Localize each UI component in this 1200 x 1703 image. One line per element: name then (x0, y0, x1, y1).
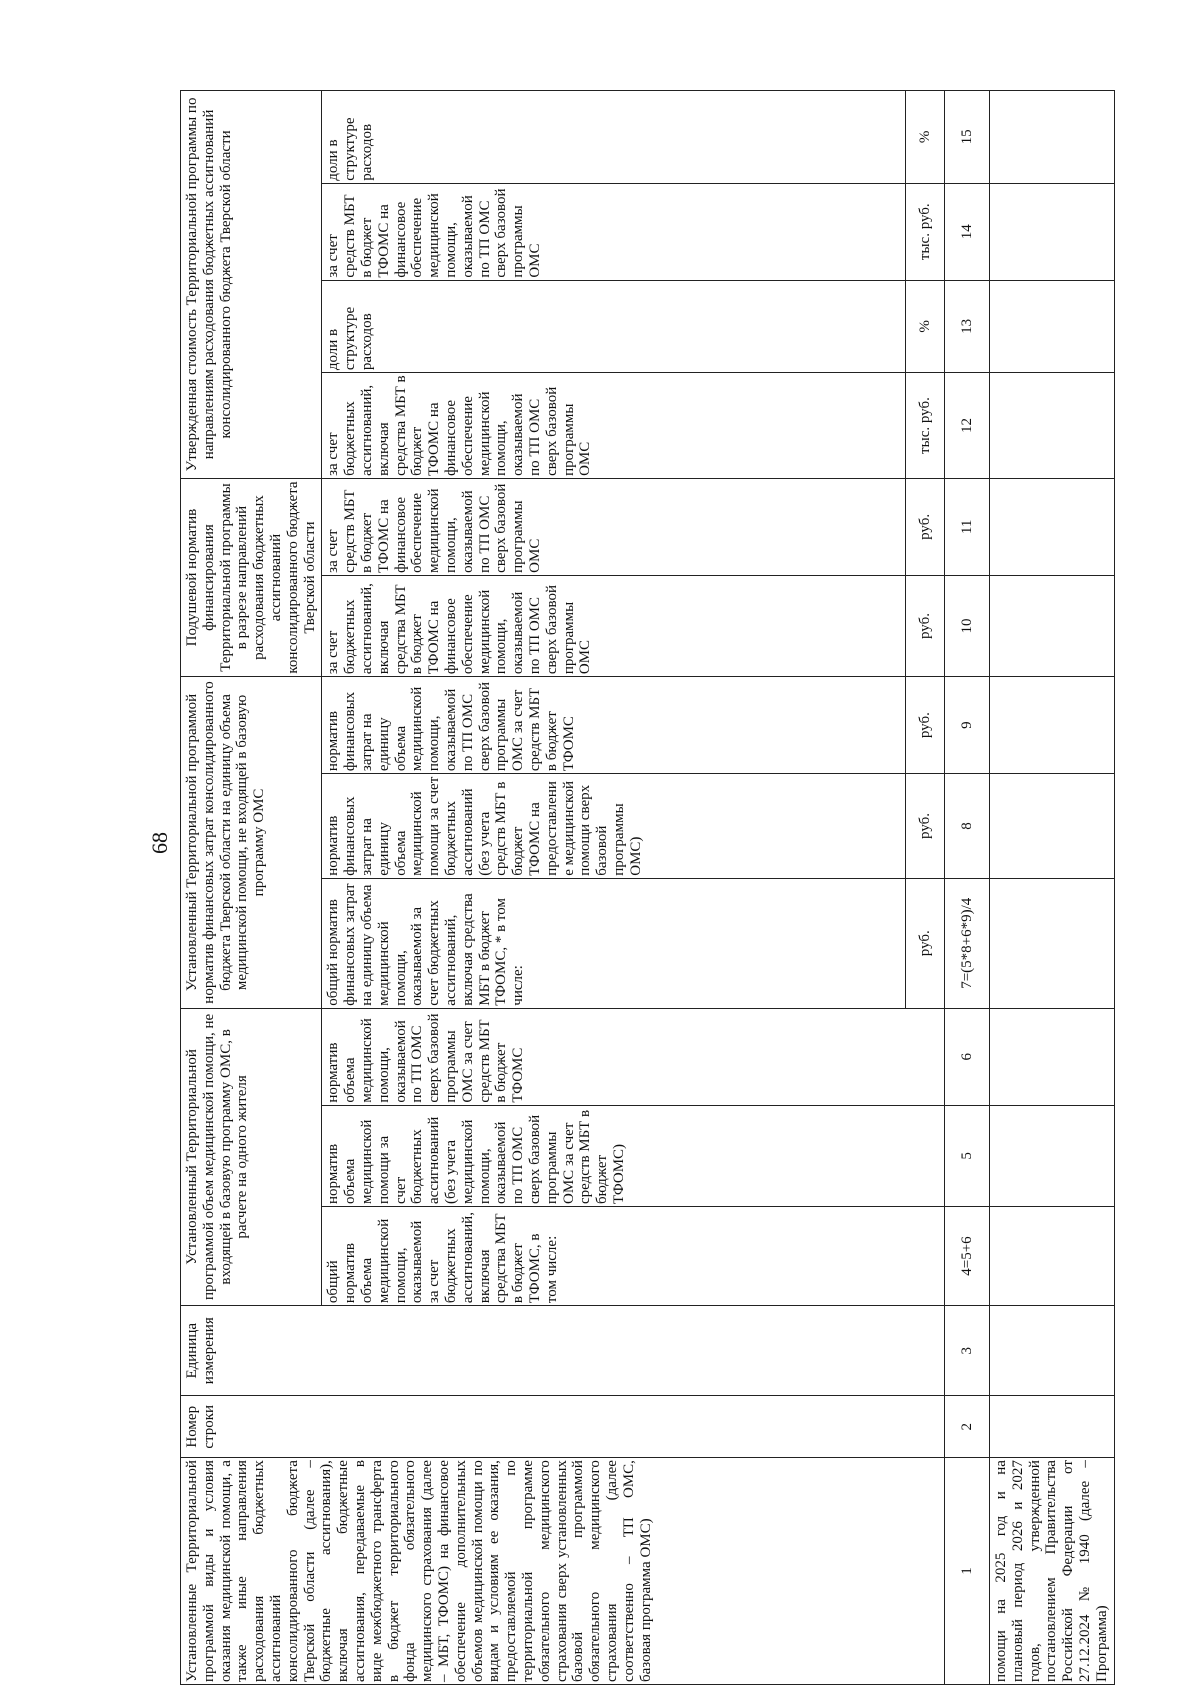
table-cell (990, 1396, 1115, 1458)
column-number: 7=(5*8+6*9)/4 (945, 878, 990, 1008)
rotated-table-frame (180, 90, 1115, 1685)
financing-table (180, 90, 1115, 1685)
table-cell (990, 91, 1115, 184)
header-col-6: норматив объема медицинской помощи, оказываемой по ТП ОМС сверх базовой программы ОМС за счет средств МБТ в бюджет ТФОМС (322, 1008, 945, 1105)
header-col-11: за счет средств МБТ в бюджет ТФОМС на финансовое обеспечение медицинской помощи, оказываемой по ТП ОМС сверх базовой программы ОМС (322, 478, 906, 575)
header-types-of-care: Установленные Территориальной программой виды и условия оказания медицинской помощи, а также иные направления расходования бюджетных ассигнований консолидированного бюджета Тверской области (далее – бюджетные ассигнования), включая бюджетные ассигнования, передаваемые в виде межбюджетного трансферта в бюджет территориального фонда обязательного медицинского страхования (далее – МБТ, ТФОМС) на финансовое обеспечение дополнительных объемов медицинской помощи по видам и условиям ее оказания, предоставляемой по территориальной программе обязательного медицинского страхования сверх установленных базовой программой обязательного медицинского страхования (далее соответственно – ТП ОМС, базовая программа ОМС) (181, 1458, 945, 1685)
unit-col-15: % (906, 91, 945, 184)
unit-col-11: руб. (906, 478, 945, 575)
table-cell (990, 478, 1115, 575)
header-col-8: норматив финансовых затрат на единицу объема медицинской помощи за счет бюджетных ассигнований (без учета средств МБТ в бюджет ТФОМС на предоставление медицинской помощи сверх базовой программы ОМС) (322, 774, 906, 879)
column-number: 1 (945, 1458, 990, 1685)
first-row-label: помощи на 2025 год и на плановый период 2026 и 2027 годов, утвержденной постановлением Правительства Российской Федерации от 27.12.2024 № 1940 (далее – Программа) (990, 1458, 1115, 1685)
column-number: 8 (945, 774, 990, 879)
column-number: 11 (945, 478, 990, 575)
table-cell (990, 1008, 1115, 1105)
header-col-12: за счет бюджетных ассигнований, включая средства МБТ в бюджет ТФОМС на финансовое обеспечение медицинской помощи, оказываемой по ТП ОМС сверх базовой программы ОМС (322, 373, 906, 479)
header-unit: Единица измерения (181, 1306, 945, 1396)
unit-col-13: % (906, 280, 945, 373)
table-cell (990, 1306, 1115, 1396)
column-number: 15 (945, 91, 990, 184)
header-col-14: за счет средств МБТ в бюджет ТФОМС на финансовое обеспечение медицинской помощи, оказываемой по ТП ОМС сверх базовой программы ОМС (322, 183, 906, 280)
header-per-capita-group: Подушевой норматив финансирования Территориальной программы в разрезе направлений расходования бюджетных ассигнований консолидированного бюджета Тверской области (181, 478, 322, 676)
table-cell (990, 774, 1115, 879)
page-number: 68 (147, 832, 172, 854)
unit-col-14: тыс. руб. (906, 183, 945, 280)
column-number: 9 (945, 677, 990, 774)
unit-col-7: руб. (906, 878, 945, 1008)
table-cell (990, 878, 1115, 1008)
header-col-5: норматив объема медицинской помощи за счет бюджетных ассигнований (без учета медицинской помощи, оказываемой по ТП ОМС сверх базовой программы ОМС за счет средств МБТ в бюджет ТФОМС) (322, 1105, 945, 1206)
unit-col-8: руб. (906, 774, 945, 879)
column-number: 6 (945, 1008, 990, 1105)
header-col-10: за счет бюджетных ассигнований, включая средства МБТ в бюджет ТФОМС на финансовое обеспечение медицинской помощи, оказываемой по ТП ОМС сверх базовой программы ОМС (322, 575, 906, 676)
header-col-13: доли в структуре расходов (322, 280, 906, 373)
column-number: 5 (945, 1105, 990, 1206)
column-number: 12 (945, 373, 990, 479)
column-number: 2 (945, 1396, 990, 1458)
unit-col-9: руб. (906, 677, 945, 774)
header-row-number: Номер строки (181, 1396, 945, 1458)
header-approved-cost-group: Утвержденная стоимость Территориальной программы по направлениям расходования бюджетных ассигнований консолидированного бюджета Тверской области (181, 91, 322, 479)
table-cell (990, 1206, 1115, 1305)
table-cell (990, 373, 1115, 479)
header-cost-norm-group: Установленный Территориальной программой норматив финансовых затрат консолидированного бюджета Тверской области на единицу объема медицинской помощи, не входящей в базовую программу ОМС (181, 677, 322, 1009)
column-number: 4=5+6 (945, 1206, 990, 1305)
unit-col-12: тыс. руб. (906, 373, 945, 479)
header-col-9: норматив финансовых затрат на единицу объема медицинской помощи, оказываемой по ТП ОМС сверх базовой программы ОМС за счет средств МБТ в бюджет ТФОМС (322, 677, 906, 774)
column-number: 3 (945, 1306, 990, 1396)
header-volume-group: Установленный Территориальной программой объем медицинской помощи, не входящей в базовую программу ОМС, в расчете на одного жителя (181, 1008, 322, 1305)
header-col-15: доли в структуре расходов (322, 91, 906, 184)
column-number: 13 (945, 280, 990, 373)
table-cell (990, 677, 1115, 774)
column-number: 14 (945, 183, 990, 280)
table-cell (990, 575, 1115, 676)
table-cell (990, 280, 1115, 373)
table-cell (990, 183, 1115, 280)
header-col-4: общий норматив объема медицинской помощи, оказываемой за счет бюджетных ассигнований, включая средства МБТ в бюджет ТФОМС, в том числе: (322, 1206, 945, 1305)
table-cell (990, 1105, 1115, 1206)
header-col-7: общий норматив финансовых затрат на единицу объема медицинской помощи, оказываемой за счет бюджетных ассигнований, включая средства МБТ в бюджет ТФОМС, * в том числе: (322, 878, 906, 1008)
column-number: 10 (945, 575, 990, 676)
unit-col-10: руб. (906, 575, 945, 676)
